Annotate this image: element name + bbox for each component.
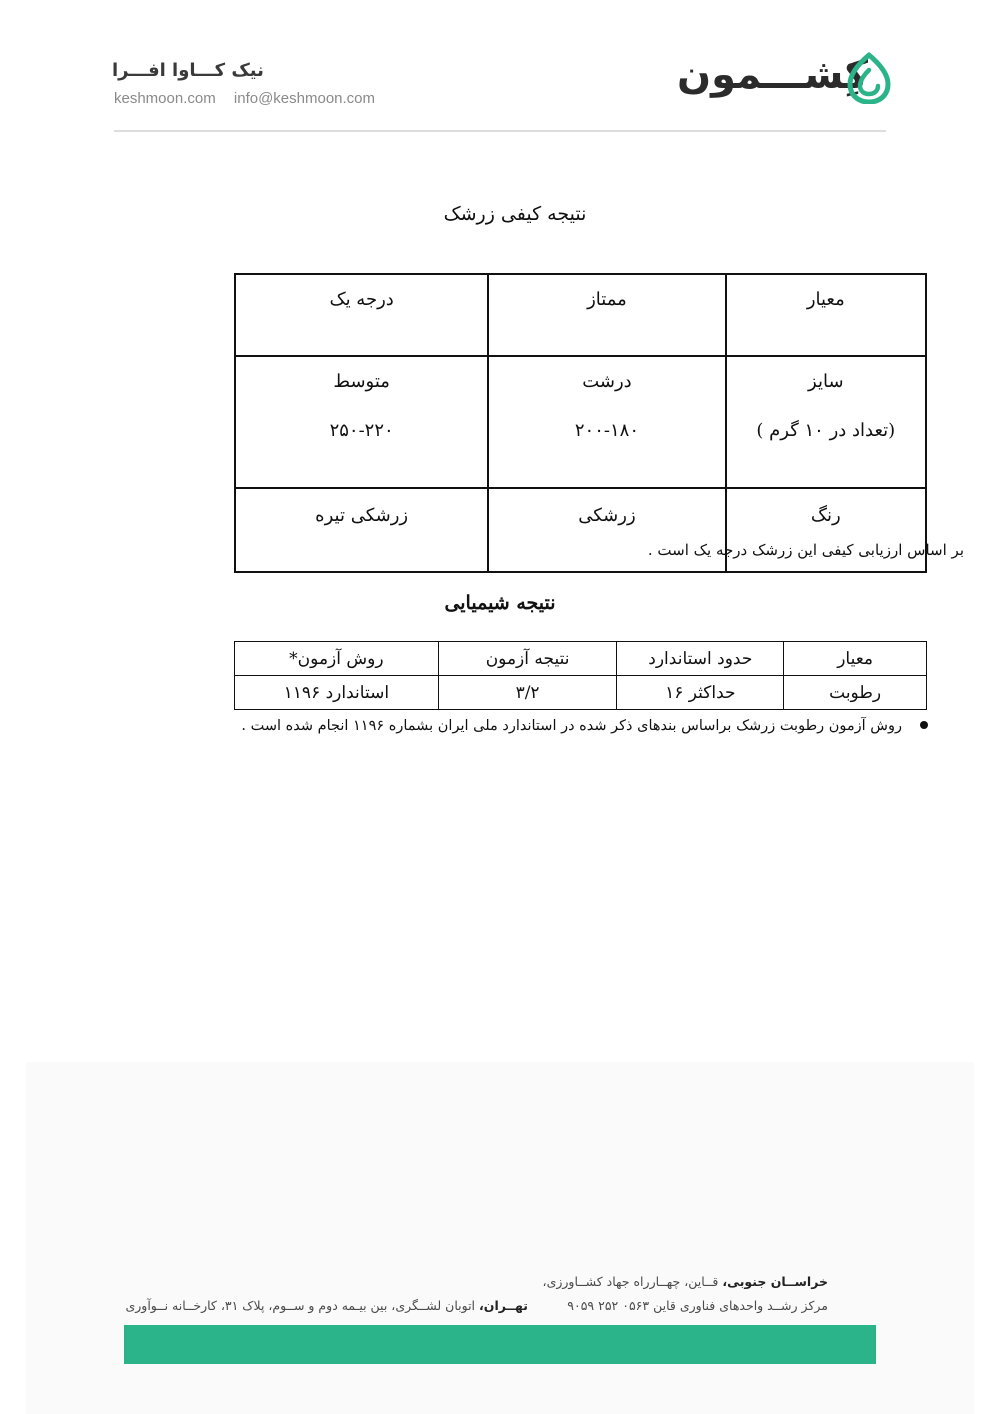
table-cell: حداکثر ۱۶: [617, 676, 784, 710]
email-link[interactable]: info@keshmoon.com: [233, 90, 376, 107]
keshmoon-logo-icon: [846, 52, 892, 104]
table-cell: ۳/۲: [438, 676, 617, 710]
header-divider: [114, 130, 886, 132]
quality-title: نتیجه کیفی زرشک: [443, 203, 587, 225]
table-cell: استاندارد ۱۱۹۶: [235, 676, 439, 710]
footer-address-south-phone: مرکز رشــد واحدهای فناوری قاین ۰۵۶۳ ۲۵۲ ۹۰۵۹: [567, 1298, 828, 1313]
company-name: نیک کـــاوا افـــرا: [112, 60, 264, 81]
footer-address-line: اتوبان لشــگری، بین بیـمه دوم و ســوم، پلاک ۳۱، کارخــانه نــوآوری: [125, 1298, 476, 1313]
table-cell: زرشکی تیره: [235, 488, 488, 572]
chemical-title: نتیجه شیمیایی: [444, 592, 556, 614]
table-cell: زرشکی: [488, 488, 725, 572]
table-header-row: [235, 274, 926, 356]
footer-address-line: قــاین، چهــارراه جهاد کشــاورزی،: [542, 1274, 719, 1289]
footer-address-tehran: [125, 1298, 528, 1313]
chemical-table: [234, 641, 927, 710]
table-header-cell: درجه یک: [235, 274, 488, 356]
table-row: [235, 488, 926, 572]
bullet-icon: [920, 721, 928, 729]
table-row: [235, 356, 926, 488]
website-link[interactable]: keshmoon.com: [114, 90, 216, 107]
table-cell: رطوبت: [784, 676, 927, 710]
table-header-cell: روش آزمون*: [235, 642, 439, 676]
quality-table: [234, 273, 927, 573]
table-header-row: [235, 642, 927, 676]
table-cell: متوسط ۲۵۰-۲۲۰: [235, 356, 488, 488]
table-header-cell: نتیجه آزمون: [438, 642, 617, 676]
table-cell: سایز (تعداد در ۱۰ گرم ): [726, 356, 926, 488]
footer-green-bar: [124, 1325, 876, 1364]
chemical-note: روش آزمون رطوبت زرشک براساس بندهای ذکر شده در استاندارد ملی ایران بشماره ۱۱۹۶ انجام شده است .: [241, 718, 902, 734]
quality-note: بر اساس ارزیابی کیفی این زرشک درجه یک است .: [647, 541, 964, 559]
table-header-cell: حدود استاندارد: [617, 642, 784, 676]
table-header-cell: معیار: [726, 274, 926, 356]
contact-info: [114, 90, 389, 107]
brand-name: کِشـــمون: [676, 52, 868, 98]
footer-address-south: [543, 1274, 828, 1289]
table-cell: درشت ۲۰۰-۱۸۰: [488, 356, 725, 488]
table-cell: رنگ: [726, 488, 926, 572]
footer-region-label: تهــران،: [479, 1298, 528, 1313]
table-header-cell: معیار: [784, 642, 927, 676]
table-header-cell: ممتاز: [488, 274, 725, 356]
table-row: [235, 676, 927, 710]
footer-region-label: خراســان جنوبی،: [722, 1274, 828, 1289]
